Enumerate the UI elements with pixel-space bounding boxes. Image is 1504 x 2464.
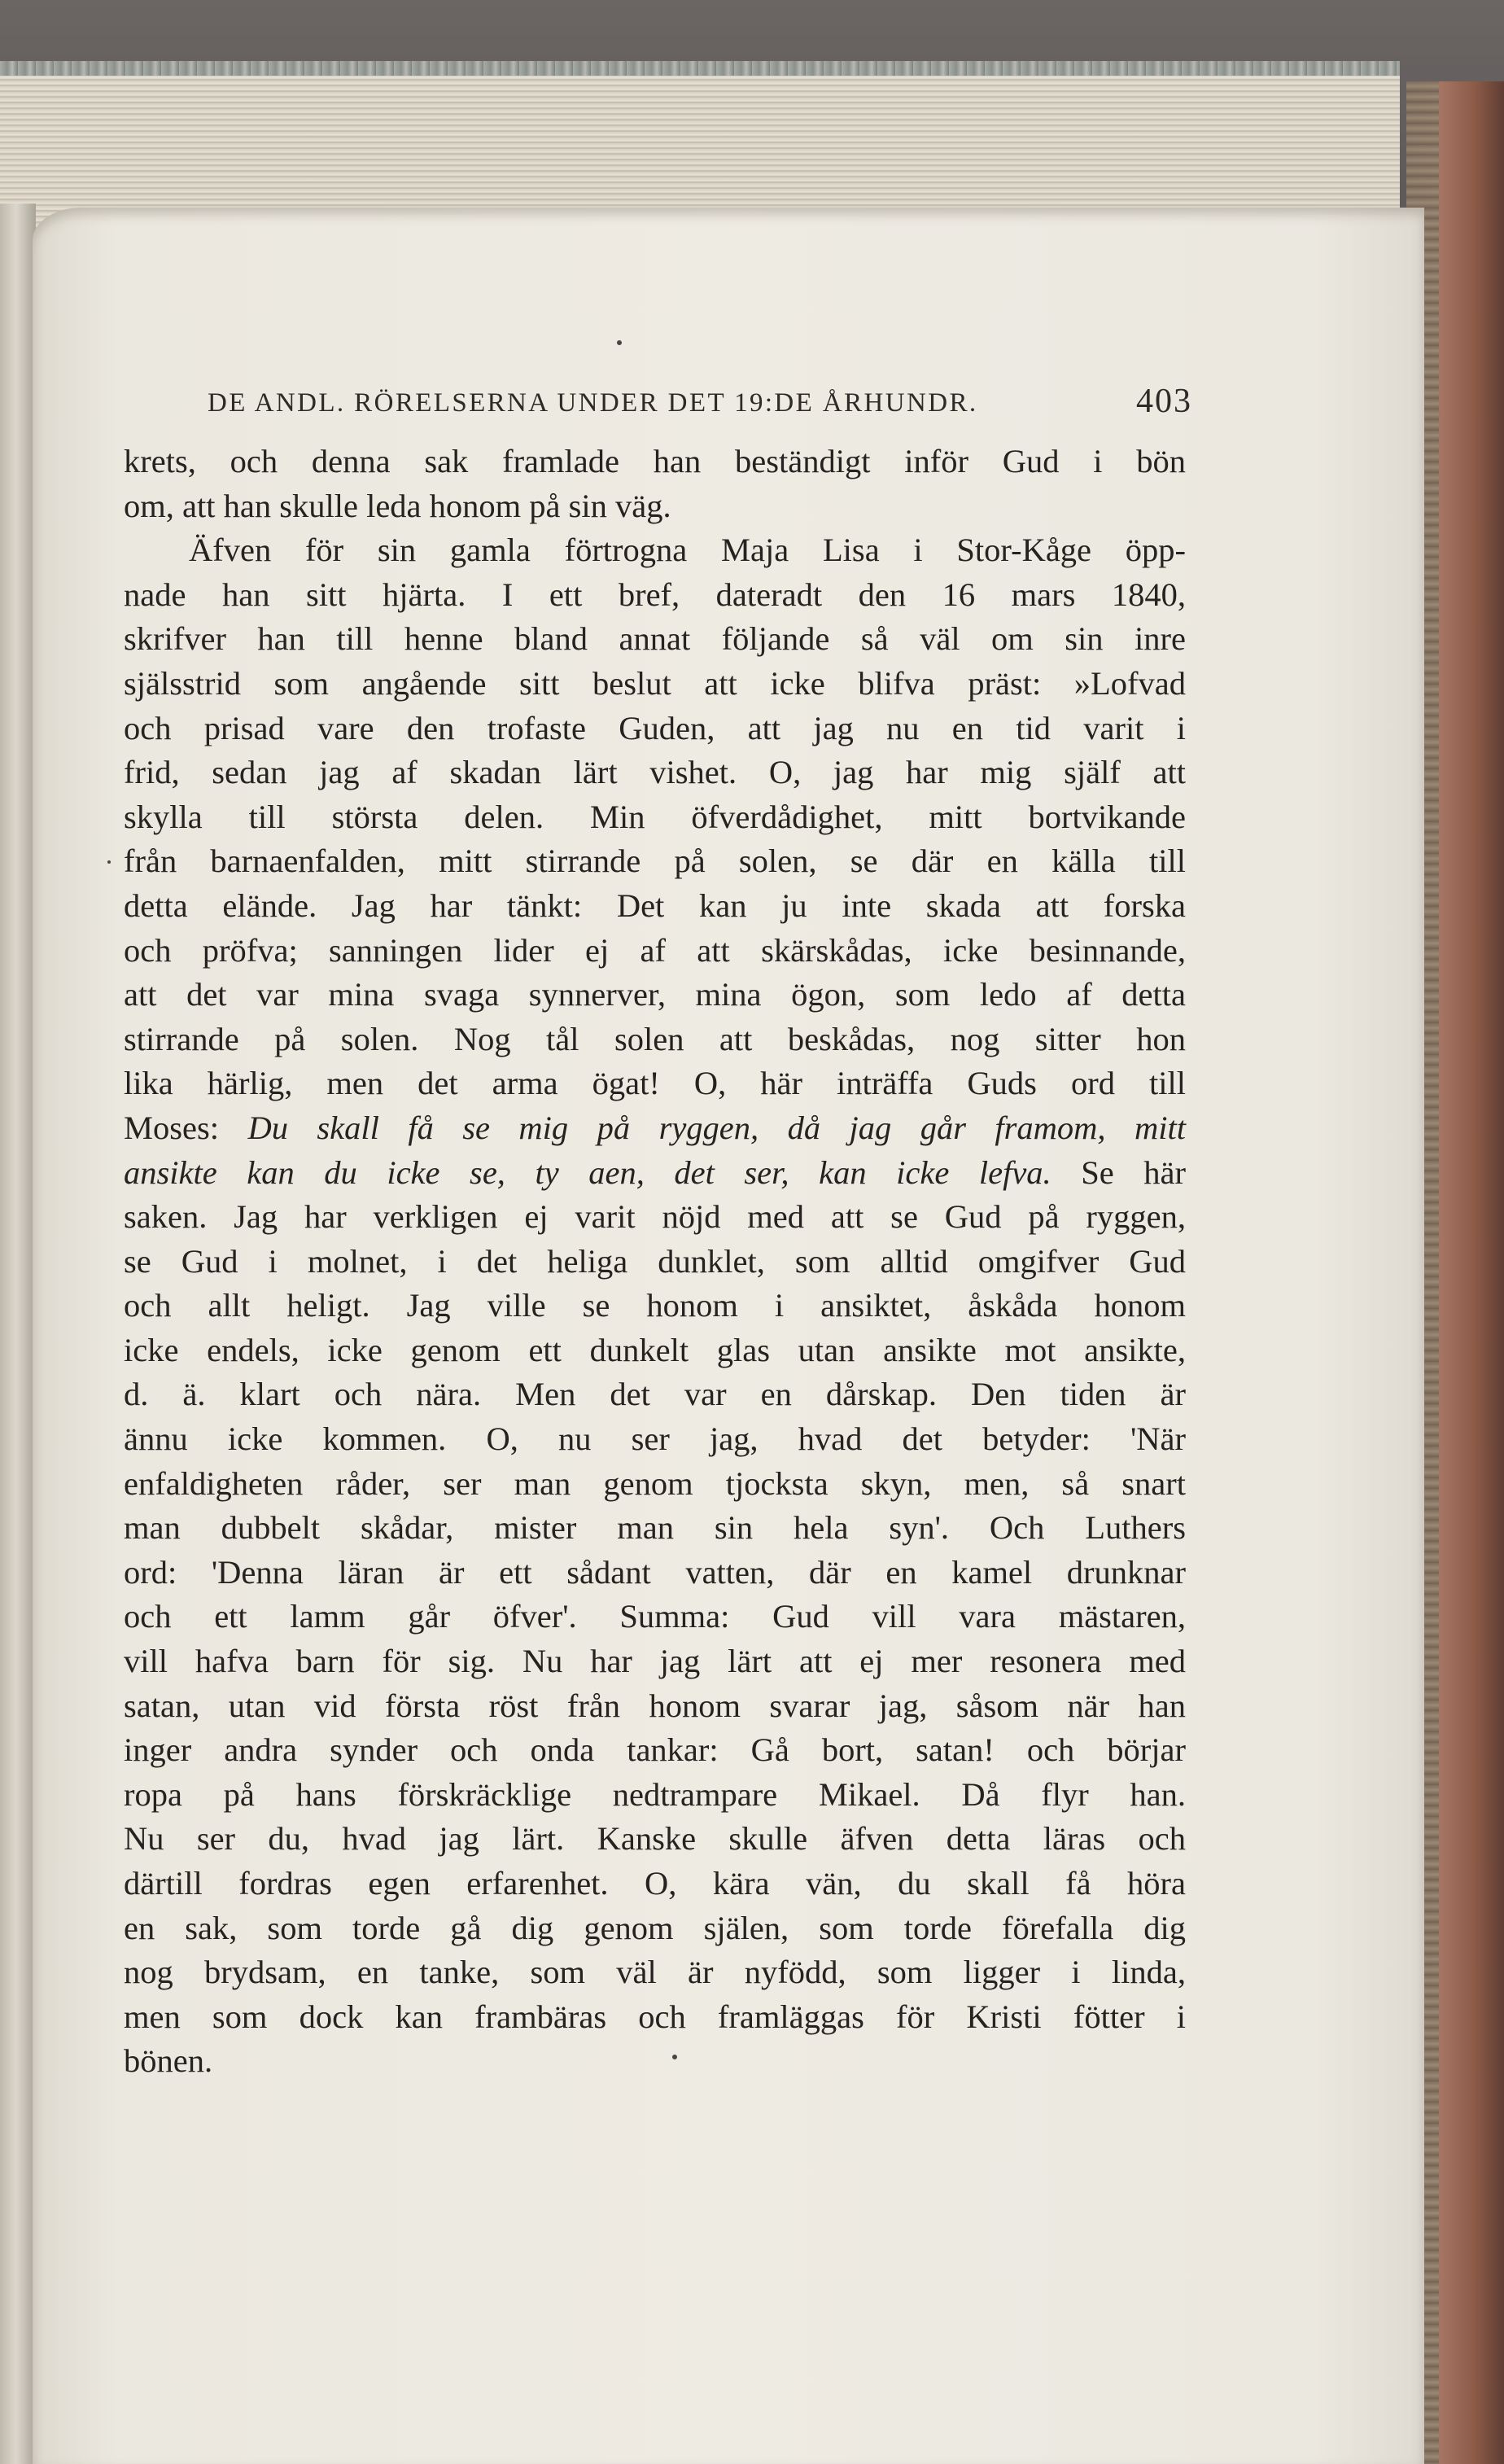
text-segment: Se här (1051, 1153, 1186, 1191)
paper-speck (672, 2055, 677, 2059)
book-page-edges (0, 61, 1400, 232)
text-line: därtill fordras egen erfarenhet. O, kära vän, du skall få höra (124, 1865, 1186, 1902)
running-head-title: DE ANDL. RÖRELSERNA UNDER DET 19:DE ÅRHUNDR. (208, 388, 978, 418)
text-line: ord: 'Denna läran är ett sådant vatten, där en kamel drunknar (124, 1553, 1186, 1591)
text-line: och allt heligt. Jag ville se honom i ansiktet, åskåda honom (124, 1287, 1186, 1324)
text-line: frid, sedan jag af skadan lärt vishet. O, jag har mig själf att (124, 754, 1186, 791)
text-segment: Moses: (124, 1109, 248, 1146)
text-line: själsstrid som angående sitt beslut att icke blifva präst: »Lofvad (124, 664, 1186, 702)
text-line: icke endels, icke genom ett dunkelt glas utan ansikte mot ansikte, (124, 1331, 1186, 1368)
text-line: saken. Jag har verkligen ej varit nöjd med att se Gud på ryggen, (124, 1198, 1186, 1236)
book-gutter (0, 204, 36, 2464)
text-line: att det var mina svaga synnerver, mina ögon, som ledo af detta (124, 976, 1186, 1013)
text-line: från barnaenfalden, mitt stirrande på solen, se där en källa till (124, 842, 1186, 880)
text-line: d. ä. klart och nära. Men det var en dårskap. Den tiden är (124, 1376, 1186, 1413)
text-line: nade han sitt hjärta. I ett bref, dateradt den 16 mars 1840, (124, 576, 1186, 613)
text-line: och pröfva; sanningen lider ej af att skärskådas, icke besinnande, (124, 931, 1186, 969)
paper-speck (107, 860, 111, 864)
text-line: skrifver han till henne bland annat följande så väl om sin inre (124, 620, 1186, 658)
text-line: ropa på hans förskräcklige nedtrampare Mikael. Då flyr han. (124, 1775, 1186, 1813)
running-head (208, 379, 1192, 427)
text-line: enfaldigheten råder, ser man genom tjocksta skyn, men, så snart (124, 1464, 1186, 1502)
italic-quote: ansikte kan du icke se, ty aen, det ser, kan icke lefva. (124, 1153, 1051, 1191)
text-line: Nu ser du, hvad jag lärt. Kanske skulle äfven detta läras och (124, 1820, 1186, 1858)
text-line: inger andra synder och onda tankar: Gå bort, satan! och börjar (124, 1731, 1186, 1769)
text-line: skylla till största delen. Min öfverdådighet, mitt bortvikande (124, 798, 1186, 835)
italic-quote: Du skall få se mig på ryggen, då jag går framom, mitt (247, 1109, 1186, 1146)
text-line: lika härlig, men det arma ögat! O, här inträffa Guds ord till (124, 1065, 1186, 1102)
text-line: och ett lamm går öfver'. Summa: Gud vill vara mästaren, (124, 1598, 1186, 1635)
text-line: Äfven för sin gamla förtrogna Maja Lisa i Stor-Kåge öpp- (189, 532, 1186, 569)
text-line: man dubbelt skådar, mister man sin hela syn'. Och Luthers (124, 1509, 1186, 1547)
text-line: vill hafva barn för sig. Nu har jag lärt att ej mer resonera med (124, 1643, 1186, 1680)
text-line: krets, och denna sak framlade han beständigt inför Gud i bön (124, 443, 1186, 479)
text-line: ännu icke kommen. O, nu ser jag, hvad det betyder: 'När (124, 1420, 1186, 1458)
text-line (124, 1151, 1186, 1196)
text-line: stirrande på solen. Nog tål solen att beskådas, nog sitter hon (124, 1020, 1186, 1057)
text-line: nog brydsam, en tanke, som väl är nyfödd, som ligger i linda, (124, 1954, 1186, 1991)
text-line: men som dock kan frambäras och framläggas för Kristi fötter i (124, 1998, 1186, 2035)
text-line: detta elände. Jag har tänkt: Det kan ju inte skada att forska (124, 886, 1186, 924)
page-number: 403 (1136, 383, 1192, 420)
text-line: satan, utan vid första röst från honom svarar jag, såsom när han (124, 1687, 1186, 1724)
text-line: och prisad vare den trofaste Guden, att jag nu en tid varit i (124, 709, 1186, 746)
text-line: se Gud i molnet, i det heliga dunklet, som alltid omgifver Gud (124, 1242, 1186, 1280)
text-line (124, 1106, 1186, 1151)
paper-speck (617, 340, 622, 345)
text-line: bönen. (124, 2042, 213, 2080)
body-text (124, 440, 1186, 2084)
text-line: en sak, som torde gå dig genom själen, som torde förefalla dig (124, 1909, 1186, 1946)
text-line: om, att han skulle leda honom på sin väg. (124, 487, 671, 524)
